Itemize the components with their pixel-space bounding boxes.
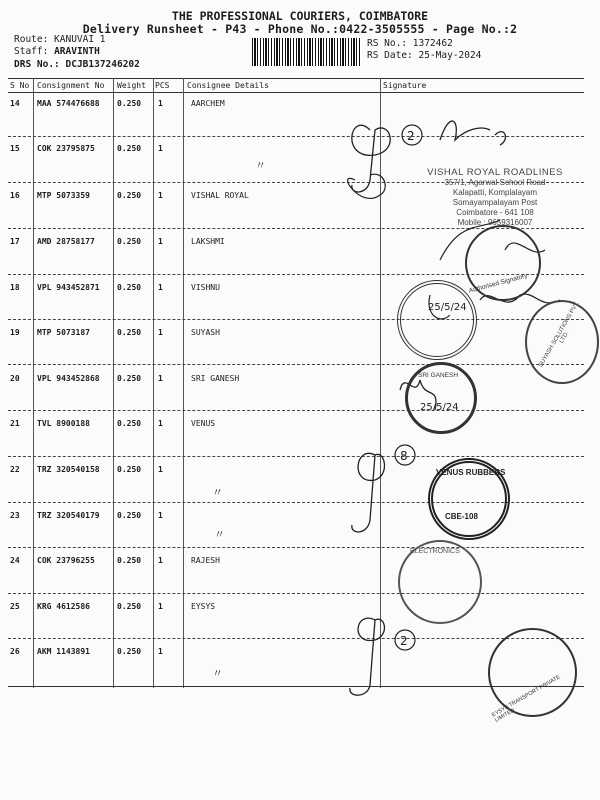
row-weight: 0.250 — [117, 602, 142, 611]
row-pcs: 1 — [158, 465, 163, 474]
row-pcs: 1 — [158, 511, 163, 520]
row-sno: 17 — [10, 237, 20, 246]
ditto-mark: 〃 — [255, 159, 266, 172]
svg-text:8: 8 — [400, 449, 408, 463]
date-handwritten: 25/5/24 — [428, 302, 467, 313]
row-sno: 26 — [10, 647, 20, 656]
column-header-consignee: Consignee Details — [187, 81, 269, 90]
row-consignment-no: VPL 943452871 — [37, 283, 100, 292]
row-consignee: VENUS — [191, 419, 216, 428]
row-weight: 0.250 — [117, 191, 142, 200]
row-pcs: 1 — [158, 237, 163, 246]
svg-text:2: 2 — [407, 129, 415, 143]
row-pcs: 1 — [158, 602, 163, 611]
column-header-weight: Weight — [117, 81, 146, 90]
row-sno: 18 — [10, 283, 20, 292]
row-pcs: 1 — [158, 419, 163, 428]
svg-text:2: 2 — [400, 634, 408, 648]
row-consignee: SRI GANESH — [191, 374, 240, 383]
vishal-stamp — [395, 168, 595, 228]
row-pcs: 1 — [158, 328, 163, 337]
row-weight: 0.250 — [117, 647, 142, 656]
vishal-stamp-line: 357/1, Agarwal School Road — [444, 178, 546, 187]
row-consignment-no: KRG 4612586 — [37, 602, 90, 611]
row-consignment-no: COK 23795875 — [37, 144, 95, 153]
row-pcs: 1 — [158, 283, 163, 292]
staff-line — [14, 46, 100, 57]
ganesh-stamp-text: SRI GANESH — [418, 372, 459, 379]
row-consignment-no: COK 23796255 — [37, 556, 95, 565]
row-weight: 0.250 — [117, 374, 142, 383]
row-pcs: 1 — [158, 191, 163, 200]
table-top-border — [8, 78, 584, 79]
row-consignment-no: AKM 1143891 — [37, 647, 90, 656]
row-pcs: 1 — [158, 374, 163, 383]
drs-line — [14, 59, 140, 70]
row-weight: 0.250 — [117, 419, 142, 428]
row-pcs: 1 — [158, 647, 163, 656]
runsheet-title: Delivery Runsheet - P43 - Phone No.:0422-3505555 - Page No.:2 — [82, 22, 518, 36]
row-weight: 0.250 — [117, 328, 142, 337]
route-label: Route: KANUVAI 1 — [14, 34, 106, 45]
staff-label: Staff: — [14, 46, 49, 57]
row-weight: 0.250 — [117, 237, 142, 246]
vishal-stamp-line: Mobile : 9659316007 — [457, 218, 533, 227]
col-divider — [113, 78, 114, 688]
round-stamp — [397, 280, 477, 360]
row-sno: 22 — [10, 465, 20, 474]
row-consignment-no: AMD 28758177 — [37, 237, 95, 246]
barcode — [252, 38, 362, 66]
row-weight: 0.250 — [117, 465, 142, 474]
drs-number: DCJB137246202 — [65, 59, 140, 70]
col-divider — [183, 78, 184, 688]
row-consignment-no: TRZ 320540158 — [37, 465, 100, 474]
row-consignment-no: VPL 943452868 — [37, 374, 100, 383]
table-header-border — [8, 92, 584, 93]
ditto-mark: 〃 — [212, 486, 223, 499]
vishal-stamp-line: VISHAL ROYAL ROADLINES — [427, 167, 563, 178]
row-consignee: AARCHEM — [191, 99, 225, 108]
drs-label: DRS No.: — [14, 59, 60, 70]
row-sno: 23 — [10, 511, 20, 520]
row-sno: 24 — [10, 556, 20, 565]
row-sno: 16 — [10, 191, 20, 200]
venus-stamp-code: CBE-108 — [445, 512, 478, 521]
vishal-stamp-line: Coimbatore - 641 108 — [456, 208, 534, 217]
row-sno: 20 — [10, 374, 20, 383]
row-sno: 25 — [10, 602, 20, 611]
row-weight: 0.250 — [117, 144, 142, 153]
row-consignee: VISHNU — [191, 283, 220, 292]
row-consignment-no: MAA 574476688 — [37, 99, 100, 108]
row-weight: 0.250 — [117, 283, 142, 292]
column-header-sno: S No — [10, 81, 30, 90]
row-consignment-no: MTP 5073359 — [37, 191, 90, 200]
eysys-stamp-text: EYSYS TRANSPORT PRIVATE LIMITED — [491, 674, 562, 724]
column-header-signature: Signature — [383, 81, 427, 90]
col-divider — [33, 78, 34, 688]
column-header-consignment: Consignment No — [37, 81, 105, 90]
date-handwritten: 25/5/24 — [420, 402, 459, 413]
rs-number: RS No.: 1372462 — [367, 38, 453, 49]
row-consignee: RAJESH — [191, 556, 220, 565]
row-weight: 0.250 — [117, 511, 142, 520]
row-consignee: LAKSHMI — [191, 237, 225, 246]
row-pcs: 1 — [158, 99, 163, 108]
row-consignee: VISHAL ROYAL — [191, 191, 249, 200]
column-header-pcs: PCS — [155, 81, 170, 90]
suyash-stamp-text: SUYASH SOLUTIONS PVT. LTD. — [538, 300, 581, 369]
row-sno: 21 — [10, 419, 20, 428]
ditto-mark: 〃 — [214, 528, 225, 541]
vishal-stamp-line: Kalapatti, Komplalayam — [452, 188, 538, 197]
row-consignee: SUYASH — [191, 328, 220, 337]
row-sno: 15 — [10, 144, 20, 153]
row-sno: 19 — [10, 328, 20, 337]
company-title: THE PROFESSIONAL COURIERS, COIMBATORE — [171, 9, 429, 23]
rs-date: RS Date: 25-May-2024 — [367, 50, 482, 61]
staff-name: ARAVINTH — [54, 46, 100, 57]
row-pcs: 1 — [158, 556, 163, 565]
row-consignment-no: TRZ 320540179 — [37, 511, 100, 520]
lakshmi-stamp-text: Authorised Signatory — [468, 272, 529, 295]
row-pcs: 1 — [158, 144, 163, 153]
venus-stamp-name: VENUS RUBBERS — [436, 468, 506, 477]
row-consignee: EYSYS — [191, 602, 216, 611]
row-weight: 0.250 — [117, 556, 142, 565]
electronics-stamp-text: ELECTRONICS — [410, 548, 460, 555]
vishal-stamp-line: Somayampalayam Post — [452, 198, 538, 207]
ditto-mark: 〃 — [212, 667, 223, 680]
row-consignment-no: TVL 8900188 — [37, 419, 90, 428]
col-divider — [153, 78, 154, 688]
row-weight: 0.250 — [117, 99, 142, 108]
row-sno: 14 — [10, 99, 20, 108]
row-consignment-no: MTP 5073187 — [37, 328, 90, 337]
